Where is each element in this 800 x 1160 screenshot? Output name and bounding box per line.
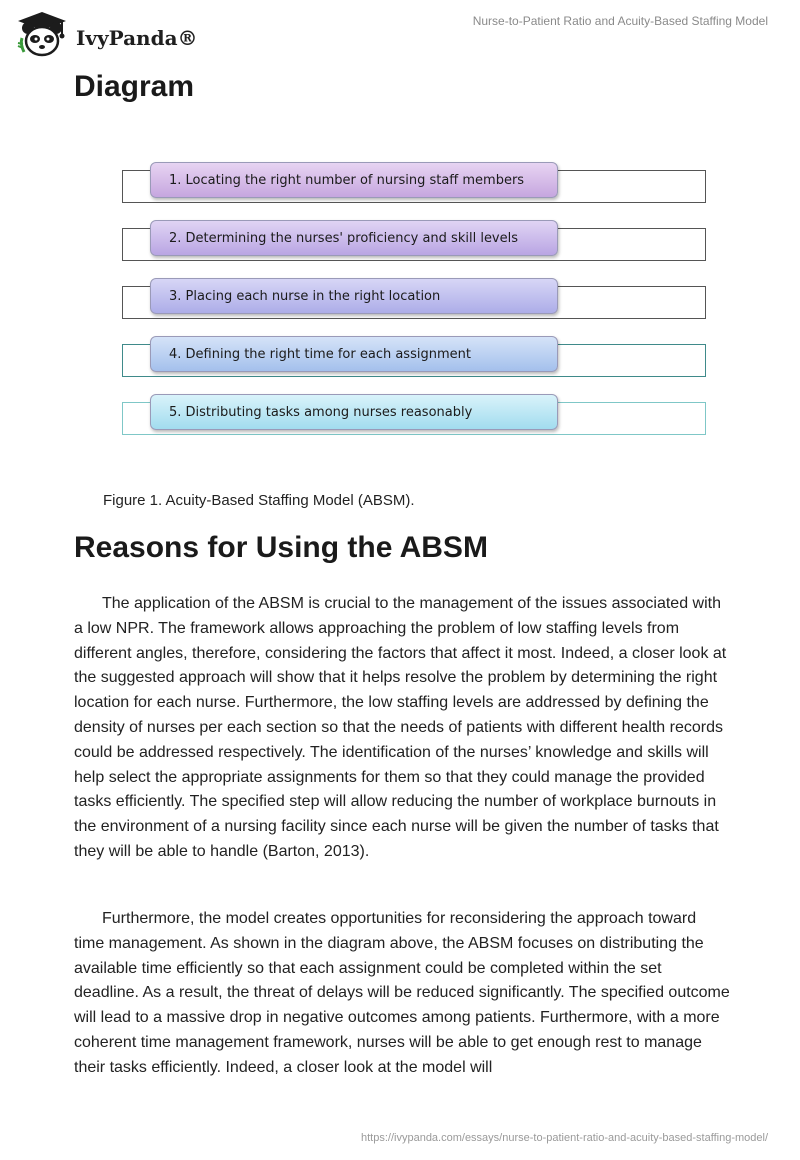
document-title: Nurse-to-Patient Ratio and Acuity-Based Staffing Model: [472, 14, 768, 28]
step-label: 3. Placing each nurse in the right location: [150, 278, 558, 314]
step-label: 1. Locating the right number of nursing staff members: [150, 162, 558, 198]
diagram-step-4: [100, 324, 720, 374]
diagram-step-3: [100, 266, 720, 316]
source-url-link[interactable]: https://ivypanda.com/essays/nurse-to-patient-ratio-and-acuity-based-staffing-model/: [361, 1132, 768, 1144]
step-label: 5. Distributing tasks among nurses reasonably: [150, 394, 558, 430]
panda-graduation-icon: [14, 8, 70, 58]
step-label: 2. Determining the nurses' proficiency and skill levels: [150, 220, 558, 256]
absm-diagram: [100, 150, 720, 460]
step-label: 4. Defining the right time for each assignment: [150, 336, 558, 372]
brand-name: IvyPanda®: [76, 26, 198, 50]
figure-caption: Figure 1. Acuity-Based Staffing Model (ABSM).: [103, 492, 415, 509]
ivypanda-logo[interactable]: [14, 8, 198, 58]
diagram-step-1: [100, 150, 720, 200]
reasons-heading: Reasons for Using the ABSM: [74, 531, 488, 564]
diagram-step-5: [100, 382, 720, 432]
diagram-heading: Diagram: [74, 70, 195, 103]
body-paragraph-2: Furthermore, the model creates opportunities for reconsidering the approach toward time management. As shown in the diagram above, the ABSM focuses on distributing the available time efficiently so that each assignment could be completed within the set deadline. As a result, the threat of delays will be reduced significantly. The specified outcome will lead to a massive drop in negative outcomes among patients. Furthermore, with a more coherent time management framework, nurses will be able to get enough rest to manage their tasks efficiently. Indeed, a closer look at the model will: [74, 910, 730, 1076]
diagram-step-2: [100, 208, 720, 258]
body-paragraph-1: The application of the ABSM is crucial to the management of the issues associated with a low NPR. The framework allows approaching the problem of low staffing levels from different angles, therefore, considering the factors that affect it most. Indeed, a closer look at the suggested approach will show that it helps resolve the problem by determining the right location for each nurse. Furthermore, the low staffing levels are addressed by defining the density of nurses per each section so that the needs of patients with different health records could be addressed respectively. The identification of the nurses’ knowledge and skills will help select the appropriate assignments for them so that they could manage the provided tasks efficiently. The specified step will allow reducing the number of workplace burnouts in the environment of a nursing facility since each nurse will be given the number of tasks that they will be able to handle (Barton, 2013).: [74, 595, 727, 860]
